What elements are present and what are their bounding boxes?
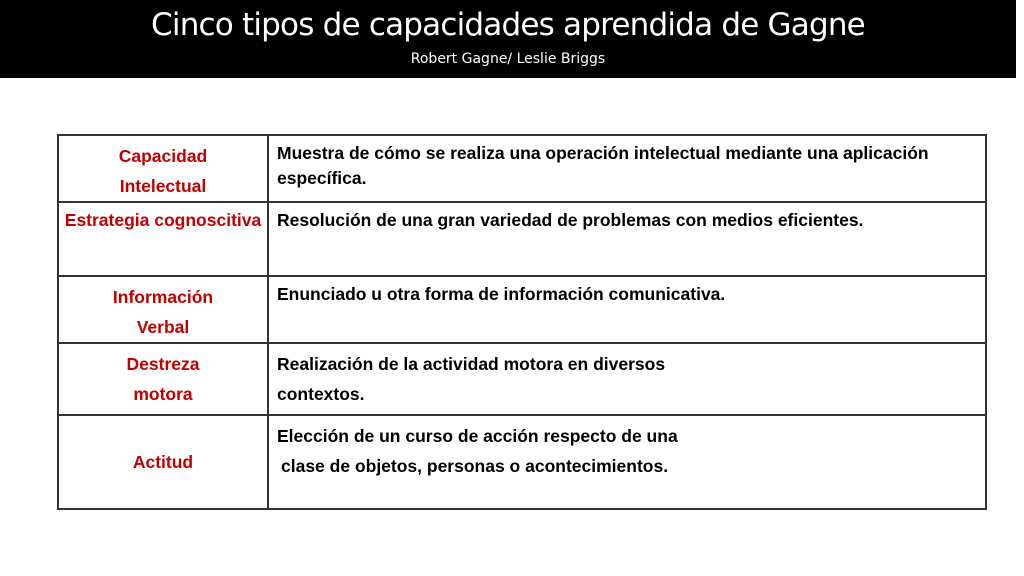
description-cell (268, 135, 986, 202)
description-text: Resolución de una gran variedad de problemas con medios eficientes. (277, 210, 864, 230)
description-cell (268, 343, 986, 415)
capacity-label: Estrategia cognoscitiva (64, 210, 262, 230)
table-row (58, 135, 986, 202)
description-text: Realización de la actividad motora en diversos (277, 354, 666, 374)
table-row (58, 276, 986, 343)
capacity-label: motora (133, 384, 193, 404)
capacity-label: Verbal (136, 317, 190, 337)
capacity-label: Destreza (126, 354, 200, 374)
description-cell (268, 202, 986, 276)
capacity-cell (58, 415, 268, 509)
page-title: Cinco tipos de capacidades aprendida de Gagne (151, 7, 865, 43)
capacity-label: Capacidad (118, 146, 208, 166)
table-row (58, 415, 986, 509)
capacity-cell (58, 276, 268, 343)
capacity-label: Información (112, 287, 214, 307)
description-text: clase de objetos, personas o acontecimientos. (281, 456, 669, 476)
title-bar (0, 0, 1016, 78)
table-row (58, 343, 986, 415)
description-text: contextos. (277, 384, 365, 404)
description-text: Elección de un curso de acción respecto de una (277, 426, 678, 446)
capacity-cell (58, 135, 268, 202)
capacity-cell (58, 343, 268, 415)
description-text: Muestra de cómo se realiza una operación intelectual mediante una aplicación específica. (277, 143, 929, 188)
description-cell (268, 415, 986, 509)
page-subtitle: Robert Gagne/ Leslie Briggs (410, 51, 606, 67)
capacity-label: Actitud (132, 451, 194, 472)
description-text: Enunciado u otra forma de información comunicativa. (277, 284, 726, 304)
capacity-label: Intelectual (119, 176, 207, 196)
capacities-table (57, 134, 987, 510)
capacity-cell (58, 202, 268, 276)
table-row (58, 202, 986, 276)
description-cell (268, 276, 986, 343)
